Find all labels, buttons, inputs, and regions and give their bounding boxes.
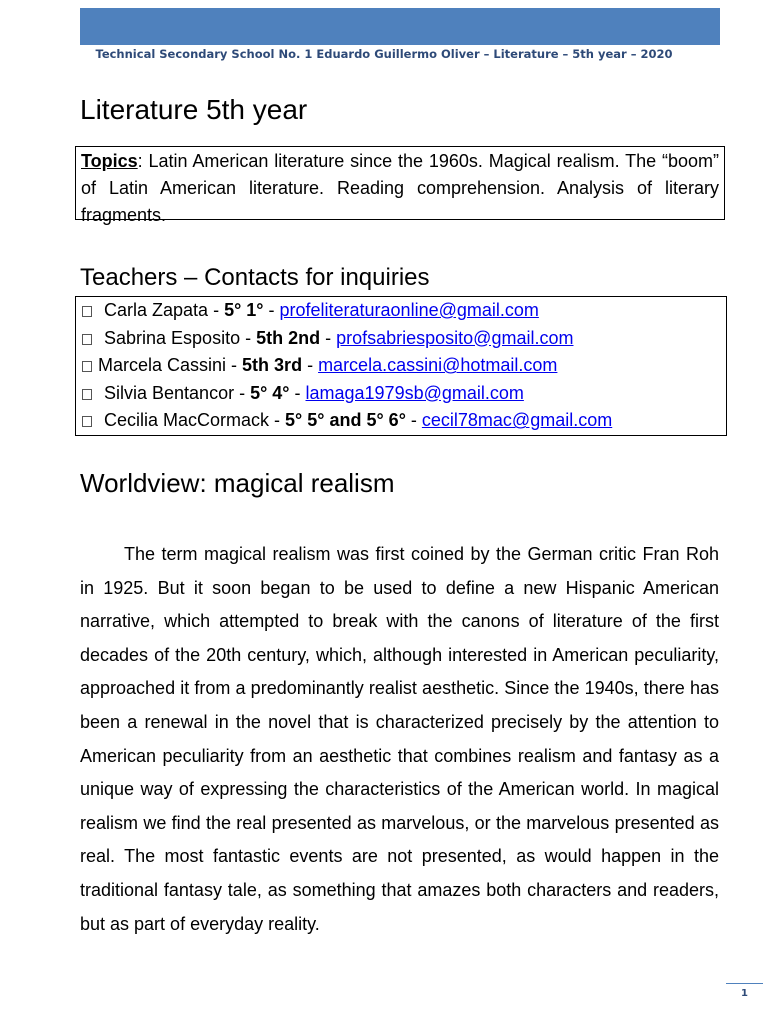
teacher-item — [76, 297, 726, 325]
footer-rule — [726, 983, 763, 984]
teacher-name: Silvia Bentancor — [104, 382, 235, 403]
teacher-item — [76, 407, 726, 435]
body-paragraph: The term magical realism was first coined by the German critic Fran Roh in 1925. But it soon began to be used to define a new Hispanic American narrative, which attempted to break with the canons of literature of the first decades of the 20th century, which, although interested in American peculiarity, approached it from a predominantly realist aesthetic. Since the 1940s, there has been a renewal in the novel that is characterized precisely by the attention to American peculiarity from an aesthetic that combines realism and fantasy as a unique way of expressing the characteristics of the American world. In magical realism we find the real presented as marvelous, or the marvelous presented as real. The most fantastic events are not presented, as would happen in the traditional fantasy tale, as something that amazes both characters and readers, but as part of everyday reality. — [80, 544, 719, 934]
teachers-list — [75, 296, 727, 436]
teacher-email-link[interactable]: marcela.cassini@hotmail.com — [318, 355, 558, 376]
teacher-class: 5° 5° and 5° 6° — [285, 410, 406, 431]
teacher-item — [76, 380, 726, 408]
checkbox-bullet-icon — [82, 334, 92, 345]
checkbox-bullet-icon — [82, 361, 92, 372]
teacher-name: Cecilia MacCormack — [104, 410, 270, 431]
teacher-class: 5° 1° — [224, 300, 264, 320]
separator: - — [320, 327, 337, 348]
checkbox-bullet-icon — [82, 389, 92, 400]
topics-text: : Latin American literature since the 1960s. Magical realism. The “boom” of Latin American literature. Reading comprehension. Analysis of literary fragments. — [81, 151, 719, 225]
topics-box — [75, 146, 725, 225]
document-title: Literature 5th year — [80, 94, 308, 125]
teachers-heading: Teachers – Contacts for inquiries — [80, 264, 430, 291]
separator: - — [269, 410, 286, 431]
teacher-email-link[interactable]: profeliteraturaonline@gmail.com — [279, 300, 539, 320]
page-number: 1 — [741, 988, 748, 999]
separator: - — [226, 355, 243, 376]
teacher-class: 5° 4° — [250, 382, 290, 403]
separator: - — [289, 382, 306, 403]
teacher-item — [76, 352, 726, 380]
separator: - — [405, 410, 422, 431]
teacher-item — [76, 325, 726, 353]
checkbox-bullet-icon — [82, 416, 92, 427]
checkbox-bullet-icon — [82, 306, 92, 317]
separator: - — [302, 355, 319, 376]
separator: - — [234, 382, 251, 403]
separator: - — [240, 327, 257, 348]
teacher-name: Sabrina Esposito — [104, 327, 241, 348]
teacher-class: 5th 3rd — [242, 355, 303, 376]
separator: - — [208, 300, 225, 320]
teacher-class: 5th 2nd — [256, 327, 321, 348]
teacher-email-link[interactable]: lamaga1979sb@gmail.com — [305, 382, 524, 403]
school-header: Technical Secondary School No. 1 Eduardo Guillermo Oliver – Literature – 5th year – 2020 — [95, 47, 673, 61]
teacher-name: Marcela Cassini — [98, 355, 227, 376]
section-heading: Worldview: magical realism — [80, 468, 395, 498]
teacher-name: Carla Zapata — [104, 300, 209, 320]
teacher-email-link[interactable]: profsabriesposito@gmail.com — [336, 327, 574, 348]
teacher-email-link[interactable]: cecil78mac@gmail.com — [421, 410, 613, 431]
topics-label: Topics — [81, 151, 138, 171]
separator: - — [263, 300, 280, 320]
header-bar — [80, 8, 720, 45]
